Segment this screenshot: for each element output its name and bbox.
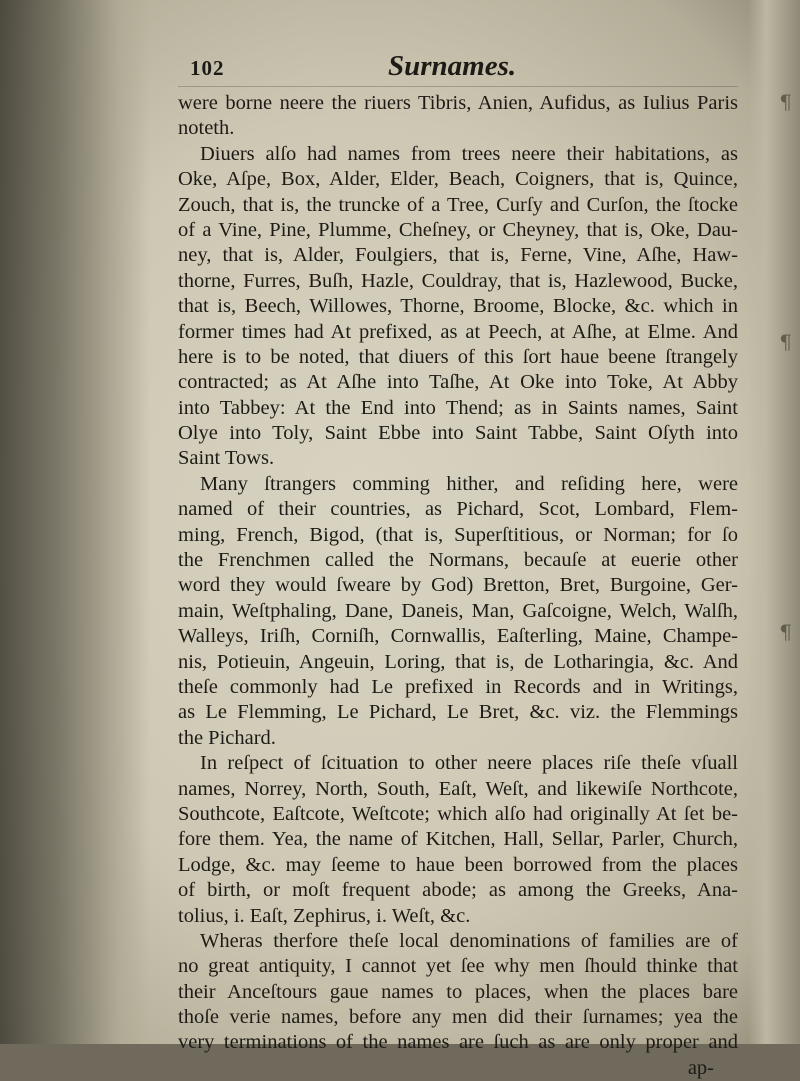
text-line: theſe commonly had Le prefixed in Records and in Writings,	[178, 675, 738, 698]
text-line: Southcote, Eaſtcote, Weſtcote; which alſo had originally At ſet be-	[178, 802, 738, 825]
text-line: thoſe verie names, before any men did their ſurnames; yea the	[178, 1006, 738, 1029]
text-line: Wheras therfore theſe local denominations of families are of	[200, 929, 738, 952]
text-line: the Frenchmen called the Normans, becauſe at euerie other	[178, 549, 738, 572]
text-line: ap-	[687, 1056, 714, 1079]
text-line: fore them. Yea, the name of Kitchen, Hall, Sellar, Parler, Church,	[178, 828, 738, 851]
page-number: 102	[190, 56, 225, 80]
facing-page-edge	[748, 0, 800, 1044]
text-line: Zouch, that is, the truncke of a Tree, Curſy and Curſon, the ſtocke	[178, 193, 738, 216]
text-line: that is, Beech, Willowes, Thorne, Broome, Blocke, &c. which in	[178, 295, 738, 318]
text-line: main, Weſtphaling, Dane, Daneis, Man, Gaſcoigne, Welch, Walſh,	[178, 599, 738, 622]
text-line: word they would ſweare by God) Bretton, Bret, Burgoine, Ger-	[178, 574, 738, 597]
text-line: noteth.	[178, 117, 235, 140]
text-line: tolius, i. Eaſt, Zephirus, i. Weſt, &c.	[178, 904, 471, 927]
text-line: nis, Potieuin, Angeuin, Loring, that is, de Lotharingia, &c. And	[178, 650, 738, 673]
text-line: Walleys, Iriſh, Corniſh, Cornwallis, Eaſterling, Maine, Champe-	[178, 625, 738, 648]
text-line: their Anceſtours gaue names to places, when the places bare	[178, 980, 738, 1003]
text-line: named of their countries, as Pichard, Scot, Lombard, Flem-	[178, 498, 738, 521]
text-line: names, Norrey, North, South, Eaſt, Weſt, and likewiſe Northcote,	[178, 777, 738, 800]
text-line: Many ſtrangers comming hither, and reſiding here, were	[200, 472, 738, 495]
bleed-mark: ¶	[779, 330, 792, 354]
bleed-mark: ¶	[779, 620, 792, 644]
text-line: Lodge, &c. may ſeeme to haue been borrowed from the places	[178, 853, 738, 876]
body-text	[178, 91, 738, 1081]
text-line: as Le Flemming, Le Pichard, Le Bret, &c. viz. the Flemmings	[178, 701, 738, 724]
text-line: very terminations of the names are ſuch as are only proper and	[178, 1031, 738, 1054]
text-line: Diuers alſo had names from trees neere their habitations, as	[200, 142, 738, 165]
text-line: were borne neere the riuers Tibris, Anien, Aufidus, as Iulius Paris	[178, 92, 738, 114]
text-line: contracted; as At Aſhe into Taſhe, At Oke into Toke, At Abby	[178, 371, 738, 394]
text-line: Oke, Aſpe, Box, Alder, Elder, Beach, Coigners, that is, Quince,	[178, 168, 738, 191]
text-line: In reſpect of ſcituation to other neere places riſe theſe vſuall	[200, 752, 738, 775]
text-line: ming, French, Bigod, (that is, Superſtitious, or Norman; for ſo	[178, 523, 738, 546]
text-line: of birth, or moſt frequent abode; as among the Greeks, Ana-	[178, 879, 738, 902]
running-head	[178, 48, 738, 87]
text-line: of a Vine, Pine, Plumme, Cheſney, or Cheyney, that is, Oke, Dau-	[178, 218, 738, 241]
text-line: ney, that is, Alder, Foulgiers, that is, Ferne, Vine, Aſhe, Haw-	[178, 244, 738, 267]
text-line: thorne, Furres, Buſh, Hazle, Couldray, that is, Hazlewood, Bucke,	[178, 269, 738, 292]
text-line: Saint Tows.	[178, 447, 275, 470]
text-page	[178, 48, 738, 1081]
bleed-mark: ¶	[779, 90, 792, 114]
text-line: no great antiquity, I cannot yet ſee why men ſhould thinke that	[178, 955, 738, 978]
binding-gutter	[0, 0, 150, 1044]
text-line: here is to be noted, that diuers of this ſort haue beene ſtrangely	[178, 345, 738, 368]
text-line: the Pichard.	[178, 726, 276, 749]
text-line: former times had At prefixed, as at Peech, at Aſhe, at Elme. And	[178, 320, 738, 343]
text-line: into Tabbey: At the End into Thend; as in Saints names, Saint	[178, 396, 738, 419]
running-title: Surnames.	[388, 50, 517, 82]
text-line: Olye into Toly, Saint Ebbe into Saint Tabbe, Saint Oſyth into	[178, 422, 738, 445]
